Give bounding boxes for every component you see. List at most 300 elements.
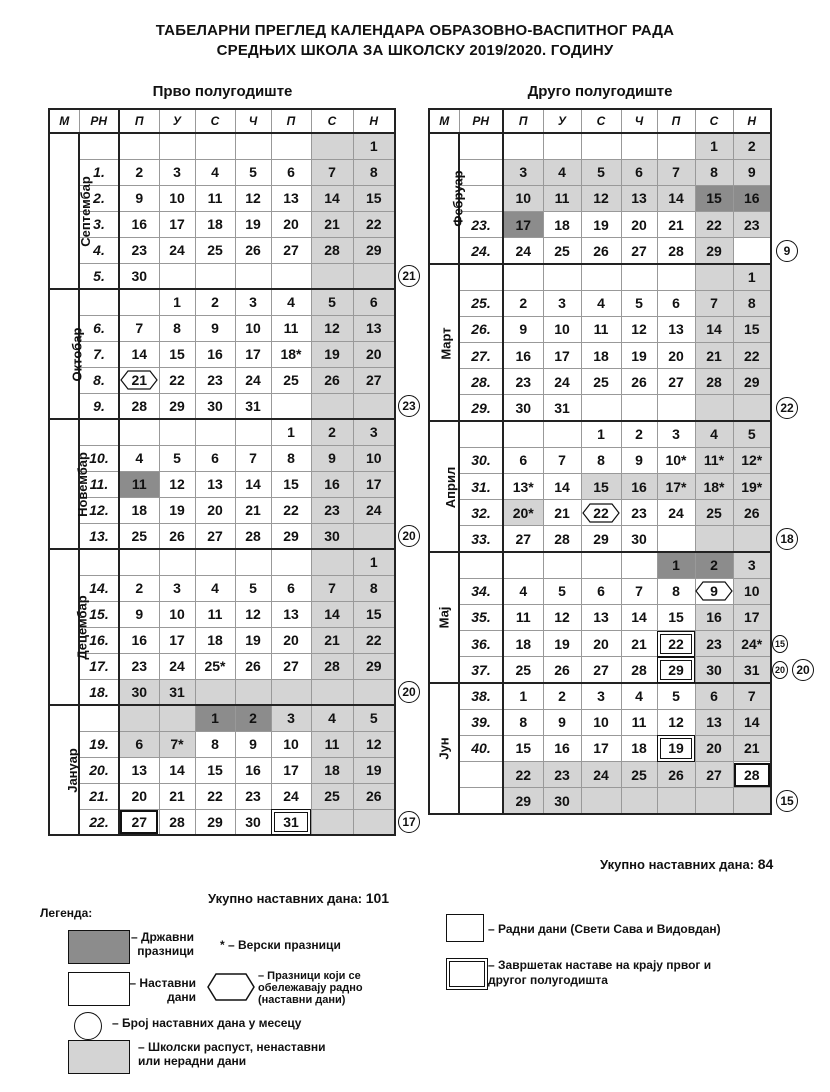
day-cell: 15 bbox=[159, 341, 195, 367]
week-row bbox=[429, 316, 771, 342]
day-cell bbox=[733, 788, 771, 814]
day-cell: 8 bbox=[503, 709, 543, 735]
day-number: 22 bbox=[593, 504, 609, 521]
day-cell: 4 bbox=[311, 705, 353, 731]
week-number bbox=[459, 264, 503, 290]
day-cell: 17 bbox=[543, 343, 581, 369]
month-name: Мај bbox=[436, 607, 452, 629]
day-cell bbox=[235, 263, 271, 289]
day-cell: 1 bbox=[733, 264, 771, 290]
day-cell: 16 bbox=[119, 627, 159, 653]
header-0: М bbox=[429, 109, 459, 133]
day-cell bbox=[159, 549, 195, 575]
day-cell: 28 bbox=[657, 238, 695, 264]
day-cell: 26 bbox=[621, 369, 657, 395]
day-cell: 21 bbox=[695, 343, 733, 369]
week-row bbox=[49, 289, 395, 315]
day-cell: 5 bbox=[733, 421, 771, 447]
week-row bbox=[429, 762, 771, 788]
day-cell: 6 bbox=[503, 447, 543, 473]
week-number: 35. bbox=[459, 604, 503, 630]
day-cell: 17 bbox=[503, 212, 543, 238]
week-number: 18. bbox=[79, 679, 119, 705]
day-cell: 6 bbox=[271, 575, 311, 601]
day-cell: 28 bbox=[733, 762, 771, 788]
week-number: 32. bbox=[459, 500, 503, 526]
day-cell: 30 bbox=[119, 263, 159, 289]
day-cell: 7 bbox=[695, 290, 733, 316]
extra-count-circle: 20 bbox=[772, 661, 788, 679]
day-cell: 29 bbox=[695, 238, 733, 264]
day-cell bbox=[159, 419, 195, 445]
week-row bbox=[49, 315, 395, 341]
legend-end-swatch bbox=[446, 958, 488, 990]
day-cell: 24* bbox=[733, 631, 771, 657]
day-cell: 1 bbox=[657, 552, 695, 578]
day-cell: 8 bbox=[581, 447, 621, 473]
day-cell: 21 bbox=[621, 631, 657, 657]
day-number: 21 bbox=[131, 372, 148, 388]
day-cell: 31 bbox=[235, 393, 271, 419]
day-cell: 12 bbox=[159, 471, 195, 497]
day-cell: 13 bbox=[271, 185, 311, 211]
day-cell: 15 bbox=[695, 185, 733, 211]
semester-2-total-value: 84 bbox=[757, 856, 774, 872]
day-cell bbox=[353, 263, 395, 289]
day-cell: 6 bbox=[657, 290, 695, 316]
day-cell: 8 bbox=[159, 315, 195, 341]
day-cell: 21 bbox=[235, 497, 271, 523]
day-cell: 26 bbox=[733, 500, 771, 526]
month-name: Децембар bbox=[74, 595, 90, 660]
day-cell bbox=[311, 679, 353, 705]
day-cell: 20 bbox=[581, 631, 621, 657]
header-3: У bbox=[543, 109, 581, 133]
day-cell bbox=[581, 395, 621, 421]
day-cell: 23 bbox=[543, 762, 581, 788]
day-cell: 13 bbox=[695, 709, 733, 735]
day-cell bbox=[695, 395, 733, 421]
day-number: 9 bbox=[710, 583, 718, 600]
day-cell: 13* bbox=[503, 473, 543, 499]
day-cell: 25 bbox=[503, 657, 543, 683]
week-number: 23. bbox=[459, 212, 503, 238]
day-cell: 25* bbox=[195, 653, 235, 679]
week-row bbox=[49, 731, 395, 757]
day-cell: 24 bbox=[543, 369, 581, 395]
title-line-2: СРЕДЊИХ ШКОЛА ЗА ШКОЛСКУ 2019/2020. ГОДИНУ bbox=[216, 42, 614, 59]
day-cell: 7 bbox=[235, 445, 271, 471]
day-cell: 11 bbox=[543, 185, 581, 211]
day-cell: 14 bbox=[733, 709, 771, 735]
day-cell bbox=[733, 395, 771, 421]
week-number: 24. bbox=[459, 238, 503, 264]
week-number bbox=[79, 289, 119, 315]
day-cell: 18 bbox=[621, 735, 657, 761]
month-count-circle: 17 bbox=[398, 811, 420, 833]
day-cell: 19 bbox=[235, 211, 271, 237]
week-row bbox=[429, 473, 771, 499]
month-count-circle: 18 bbox=[776, 528, 798, 550]
day-cell: 31 bbox=[159, 679, 195, 705]
week-number: 2. bbox=[79, 185, 119, 211]
day-cell: 20 bbox=[657, 343, 695, 369]
week-number: 6. bbox=[79, 315, 119, 341]
day-cell: 7 bbox=[657, 159, 695, 185]
day-cell: 6 bbox=[271, 159, 311, 185]
day-cell: 20* bbox=[503, 500, 543, 526]
day-cell: 28 bbox=[543, 526, 581, 552]
day-cell: 21 bbox=[543, 500, 581, 526]
day-cell: 2 bbox=[695, 552, 733, 578]
day-cell: 29 bbox=[657, 657, 695, 683]
title-line-1: ТАБЕЛАРНИ ПРЕГЛЕД КАЛЕНДАРА ОБРАЗОВНО-ВАСПИТНОГ РАДА bbox=[155, 22, 675, 39]
day-cell: 30 bbox=[621, 526, 657, 552]
day-cell bbox=[311, 549, 353, 575]
day-cell: 30 bbox=[543, 788, 581, 814]
day-cell: 14 bbox=[235, 471, 271, 497]
day-cell: 12* bbox=[733, 447, 771, 473]
day-cell: 9 bbox=[543, 709, 581, 735]
day-cell: 15 bbox=[353, 601, 395, 627]
day-cell bbox=[159, 263, 195, 289]
semester-2-table bbox=[428, 108, 772, 815]
day-cell: 19* bbox=[733, 473, 771, 499]
day-cell: 22 bbox=[657, 631, 695, 657]
day-cell bbox=[503, 421, 543, 447]
header-5: Ч bbox=[235, 109, 271, 133]
day-cell: 17 bbox=[235, 341, 271, 367]
day-cell: 10 bbox=[353, 445, 395, 471]
week-number: 33. bbox=[459, 526, 503, 552]
week-row bbox=[49, 445, 395, 471]
week-row bbox=[429, 343, 771, 369]
day-cell bbox=[733, 526, 771, 552]
month-count-circle: 20 bbox=[792, 659, 814, 681]
day-cell: 25 bbox=[119, 523, 159, 549]
week-number bbox=[79, 705, 119, 731]
day-cell: 17 bbox=[581, 735, 621, 761]
day-cell: 26 bbox=[311, 367, 353, 393]
week-row bbox=[49, 757, 395, 783]
day-cell: 2 bbox=[733, 133, 771, 159]
day-cell: 29 bbox=[503, 788, 543, 814]
day-cell bbox=[195, 133, 235, 159]
day-cell: 11 bbox=[581, 316, 621, 342]
day-cell: 22 bbox=[353, 627, 395, 653]
header-6: П bbox=[271, 109, 311, 133]
week-number bbox=[79, 133, 119, 159]
week-number: 7. bbox=[79, 341, 119, 367]
day-cell: 10 bbox=[543, 316, 581, 342]
week-number: 16. bbox=[79, 627, 119, 653]
week-row bbox=[49, 549, 395, 575]
day-cell bbox=[271, 263, 311, 289]
day-cell: 29 bbox=[159, 393, 195, 419]
week-number: 31. bbox=[459, 473, 503, 499]
day-cell: 6 bbox=[695, 683, 733, 709]
day-cell bbox=[195, 679, 235, 705]
day-cell: 21 bbox=[657, 212, 695, 238]
day-cell: 19 bbox=[621, 343, 657, 369]
day-cell bbox=[543, 133, 581, 159]
day-cell bbox=[353, 809, 395, 835]
week-number: 25. bbox=[459, 290, 503, 316]
day-cell: 24 bbox=[581, 762, 621, 788]
semester-1-table bbox=[48, 108, 396, 836]
week-row bbox=[429, 578, 771, 604]
day-cell: 4 bbox=[581, 290, 621, 316]
day-cell: 1 bbox=[581, 421, 621, 447]
day-cell: 10 bbox=[581, 709, 621, 735]
day-cell: 27 bbox=[195, 523, 235, 549]
week-row bbox=[49, 653, 395, 679]
day-cell: 9 bbox=[119, 601, 159, 627]
legend-observed-hexagon-icon bbox=[206, 972, 256, 1002]
week-number: 20. bbox=[79, 757, 119, 783]
day-cell: 30 bbox=[311, 523, 353, 549]
semester-1-total bbox=[208, 890, 389, 906]
day-cell: 13 bbox=[657, 316, 695, 342]
day-cell bbox=[543, 421, 581, 447]
day-cell: 9 bbox=[503, 316, 543, 342]
day-cell: 16 bbox=[503, 343, 543, 369]
day-cell: 24 bbox=[353, 497, 395, 523]
day-cell: 20 bbox=[621, 212, 657, 238]
day-cell: 28 bbox=[235, 523, 271, 549]
day-cell: 26 bbox=[353, 783, 395, 809]
legend-end: – Завршетак наставе на крају првог и другог полугодишта bbox=[488, 958, 712, 987]
day-cell: 27 bbox=[353, 367, 395, 393]
day-cell: 30 bbox=[503, 395, 543, 421]
day-cell bbox=[581, 133, 621, 159]
day-cell bbox=[119, 705, 159, 731]
week-number: 13. bbox=[79, 523, 119, 549]
legend-teaching: – Наставни дани bbox=[129, 976, 196, 1004]
day-cell: 20 bbox=[271, 627, 311, 653]
day-cell: 12 bbox=[235, 185, 271, 211]
day-cell: 6 bbox=[581, 578, 621, 604]
day-cell: 3 bbox=[353, 419, 395, 445]
day-cell: 4 bbox=[503, 578, 543, 604]
header-4: С bbox=[195, 109, 235, 133]
day-cell: 19 bbox=[657, 735, 695, 761]
day-cell bbox=[235, 549, 271, 575]
legend-count: – Број наставних дана у месецу bbox=[112, 1016, 302, 1030]
day-cell: 5 bbox=[581, 159, 621, 185]
day-cell: 13 bbox=[271, 601, 311, 627]
day-cell: 16 bbox=[733, 185, 771, 211]
day-cell: 19 bbox=[159, 497, 195, 523]
week-number bbox=[79, 419, 119, 445]
day-cell: 26 bbox=[657, 762, 695, 788]
day-cell: 29 bbox=[353, 237, 395, 263]
week-row bbox=[49, 341, 395, 367]
week-number: 1. bbox=[79, 159, 119, 185]
day-cell: 4 bbox=[695, 421, 733, 447]
day-cell: 10 bbox=[271, 731, 311, 757]
day-cell: 4 bbox=[543, 159, 581, 185]
day-cell bbox=[119, 133, 159, 159]
week-number: 21. bbox=[79, 783, 119, 809]
day-cell: 3 bbox=[581, 683, 621, 709]
day-cell: 8 bbox=[271, 445, 311, 471]
day-cell: 10* bbox=[657, 447, 695, 473]
day-cell bbox=[271, 679, 311, 705]
day-cell: 17* bbox=[657, 473, 695, 499]
week-row bbox=[429, 421, 771, 447]
legend-vacation-swatch bbox=[68, 1040, 130, 1074]
day-cell: 3 bbox=[657, 421, 695, 447]
day-cell: 16 bbox=[195, 341, 235, 367]
day-cell: 16 bbox=[621, 473, 657, 499]
week-row bbox=[429, 369, 771, 395]
day-cell: 14 bbox=[543, 473, 581, 499]
day-cell: 23 bbox=[503, 369, 543, 395]
header-8: Н bbox=[733, 109, 771, 133]
day-cell: 26 bbox=[581, 238, 621, 264]
day-cell: 24 bbox=[159, 653, 195, 679]
day-cell: 18* bbox=[695, 473, 733, 499]
header-4: С bbox=[581, 109, 621, 133]
day-cell: 11 bbox=[621, 709, 657, 735]
day-cell: 16 bbox=[235, 757, 271, 783]
day-cell: 21 bbox=[159, 783, 195, 809]
day-cell: 27 bbox=[119, 809, 159, 835]
day-cell: 27 bbox=[271, 653, 311, 679]
day-cell: 25 bbox=[695, 500, 733, 526]
day-cell: 2 bbox=[621, 421, 657, 447]
day-cell: 28 bbox=[621, 657, 657, 683]
day-cell: 9 bbox=[311, 445, 353, 471]
day-cell: 2 bbox=[195, 289, 235, 315]
month-label bbox=[49, 419, 90, 549]
week-row bbox=[49, 393, 395, 419]
week-row bbox=[429, 447, 771, 473]
day-cell: 3 bbox=[733, 552, 771, 578]
day-cell: 2 bbox=[503, 290, 543, 316]
day-cell: 30 bbox=[695, 657, 733, 683]
week-number: 40. bbox=[459, 735, 503, 761]
day-cell: 3 bbox=[235, 289, 271, 315]
month-label bbox=[429, 552, 459, 683]
header-2: П bbox=[503, 109, 543, 133]
day-cell: 23 bbox=[733, 212, 771, 238]
day-cell bbox=[311, 393, 353, 419]
day-cell: 20 bbox=[695, 735, 733, 761]
day-cell: 1 bbox=[695, 133, 733, 159]
week-number: 10. bbox=[79, 445, 119, 471]
day-cell: 5 bbox=[657, 683, 695, 709]
day-cell bbox=[311, 809, 353, 835]
day-cell bbox=[543, 552, 581, 578]
day-cell: 15 bbox=[581, 473, 621, 499]
day-cell bbox=[657, 264, 695, 290]
day-cell: 1 bbox=[353, 133, 395, 159]
day-cell: 29 bbox=[353, 653, 395, 679]
day-cell: 31 bbox=[271, 809, 311, 835]
day-cell bbox=[621, 395, 657, 421]
week-row bbox=[49, 809, 395, 835]
legend-count-circle-icon bbox=[74, 1012, 102, 1040]
day-cell: 16 bbox=[695, 604, 733, 630]
month-count-circle: 20 bbox=[398, 681, 420, 703]
day-cell: 11* bbox=[695, 447, 733, 473]
month-count-circle: 15 bbox=[776, 790, 798, 812]
day-cell: 19 bbox=[543, 631, 581, 657]
week-row bbox=[49, 211, 395, 237]
week-row bbox=[49, 159, 395, 185]
day-cell bbox=[311, 263, 353, 289]
day-cell: 18 bbox=[503, 631, 543, 657]
semester-1-total-value: 101 bbox=[365, 890, 390, 906]
week-row bbox=[49, 679, 395, 705]
semester-2-total bbox=[600, 856, 773, 872]
day-cell: 2 bbox=[119, 575, 159, 601]
week-row bbox=[429, 185, 771, 211]
day-cell: 13 bbox=[119, 757, 159, 783]
day-cell: 2 bbox=[311, 419, 353, 445]
semester-2-title: Друго полугодиште bbox=[527, 83, 673, 100]
day-cell: 27 bbox=[695, 762, 733, 788]
legend-religious: * – Верски празници bbox=[220, 938, 341, 952]
day-cell: 29 bbox=[195, 809, 235, 835]
day-cell: 10 bbox=[733, 578, 771, 604]
day-cell: 25 bbox=[271, 367, 311, 393]
day-cell: 20 bbox=[119, 783, 159, 809]
month-name: Новембар bbox=[74, 452, 90, 517]
week-row bbox=[429, 735, 771, 761]
day-cell: 1 bbox=[159, 289, 195, 315]
day-cell bbox=[621, 133, 657, 159]
header-7: С bbox=[311, 109, 353, 133]
month-name: Септембар bbox=[77, 176, 93, 247]
day-cell: 30 bbox=[195, 393, 235, 419]
header-1: РН bbox=[459, 109, 503, 133]
day-cell bbox=[235, 679, 271, 705]
day-cell: 5 bbox=[311, 289, 353, 315]
day-cell: 31 bbox=[733, 657, 771, 683]
day-cell bbox=[657, 133, 695, 159]
day-cell: 11 bbox=[311, 731, 353, 757]
day-cell bbox=[621, 788, 657, 814]
day-cell: 22 bbox=[195, 783, 235, 809]
day-cell bbox=[119, 419, 159, 445]
week-number: 3. bbox=[79, 211, 119, 237]
day-cell: 13 bbox=[621, 185, 657, 211]
day-cell: 19 bbox=[235, 627, 271, 653]
day-cell bbox=[159, 705, 195, 731]
week-number: 9. bbox=[79, 393, 119, 419]
day-cell: 29 bbox=[581, 526, 621, 552]
day-cell: 16 bbox=[311, 471, 353, 497]
day-cell: 26 bbox=[235, 653, 271, 679]
day-cell: 16 bbox=[543, 735, 581, 761]
month-count-circle: 21 bbox=[398, 265, 420, 287]
day-cell: 23 bbox=[695, 631, 733, 657]
day-cell: 8 bbox=[695, 159, 733, 185]
week-row bbox=[49, 367, 395, 393]
day-cell: 21 bbox=[733, 735, 771, 761]
day-cell: 1 bbox=[353, 549, 395, 575]
month-name: Јануар bbox=[64, 748, 80, 793]
day-cell bbox=[311, 133, 353, 159]
day-cell: 7 bbox=[119, 315, 159, 341]
week-row bbox=[429, 526, 771, 552]
day-cell: 12 bbox=[621, 316, 657, 342]
day-cell: 8 bbox=[657, 578, 695, 604]
day-cell: 15 bbox=[195, 757, 235, 783]
